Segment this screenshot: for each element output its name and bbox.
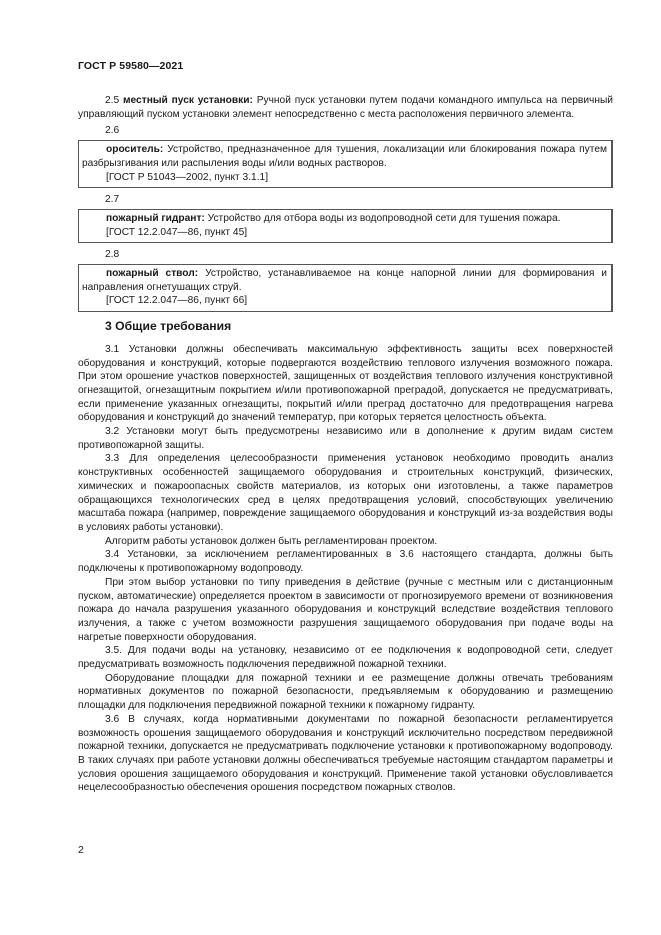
paragraph-3-4: 3.4 Установки, за исключением регламентированных в 3.6 настоящего стандарта, должны быть подключены к противопожарному водопроводу.	[78, 549, 613, 575]
term-reference: [ГОСТ Р 51043—2002, пункт 3.1.1]	[106, 171, 269, 183]
term-box-2-6	[78, 140, 613, 188]
paragraph-3-2: 3.2 Установки могут быть предусмотрены независимо или в дополнение к другим видам систем противопожарной защиты.	[78, 426, 613, 451]
term-number-2-7: 2.7	[105, 194, 120, 206]
term-2-8	[82, 267, 607, 294]
term-reference: [ГОСТ 12.2.047—86, пункт 45]	[106, 226, 248, 238]
paragraph-3-1: 3.1 Установки должны обеспечивать максимальную эффективность защиты всех поверхностей оборудования и конструкций, которые подвергаются воздействию теплового излучения возможного пожара. При этом орошение участков поверхностей, защищенных от воздействия теплового излучения конструктивной огнезащитой, огнезащитным покрытием и/или противопожарной преградой, допускается не предусматривать, если применение указанных огнезащиты, покрытий и/или преград достаточно для предотвращения нагрева оборудования и конструкций до значений температур, при которых теряется целостность объекта.	[78, 343, 613, 424]
term-box-2-7	[78, 209, 613, 243]
term-name: пожарный ствол:	[106, 268, 199, 280]
paragraph-algorithm: Алгоритм работы установок должен быть регламентирован проектом.	[105, 535, 438, 547]
term-definition: Устройство для отбора воды из водопроводной сети для тушения пожара.	[204, 212, 561, 224]
paragraph-3-3: 3.3 Для определения целесообразности применения установок необходимо проводить анализ конструктивных особенностей защищаемого оборудования и строительных конструкций, физических, химических и пожароопасных свойств материалов, из которых они изготовлены, а также параметров обращающихся технологических сред в целях предотвращения условий, способствующих увеличению масштаба пожара (например, повреждение защищаемого оборудования и конструкций из-за воздействия воды в условиях работы установки).	[78, 453, 613, 533]
term-number-2-6: 2.6	[105, 125, 120, 137]
term-box-2-8	[78, 264, 613, 312]
paragraph-launch-type: При этом выбор установки по типу приведения в действие (ручные с местным или с дистанционным пуском, автоматические) определяется проектом в зависимости от прогнозируемого времени от возникновения пожара до начала разрушения указанного оборудования и конструкций вследствие воздействия теплового излучения, а также с учетом возможности разрушения защищаемого оборудования при подаче воды на нагретые поверхности оборудования.	[78, 576, 613, 643]
paragraph-fire-site: Оборудование площадки для пожарной техники и ее размещение должны отвечать требованиям нормативных документов по пожарной безопасности, предъявляемым к оборудованию и размещению площадки для подключения передвижной пожарной техники к пожарному гидранту.	[78, 672, 613, 712]
term-number-2-8: 2.8	[105, 249, 120, 261]
term-definition: Устройство, предназначенное для тушения, локализации или блокирования пожара путем разбрызгивания или распыления воды и/или водных растворов.	[82, 144, 607, 169]
paragraph-3-6: 3.6 В случаях, когда нормативными документами по пожарной безопасности регламентируется возможность орошения защищаемого оборудования и конструкций исключительно посредством передвижной пожарной техники, допускается не предусматривать подключение установки к противопожарному водопроводу. В таких случаях при работе установки должны обеспечиваться требуемые настоящим стандартом параметры и условия орошения защищаемого оборудования и конструкций. Применение такой установки обусловливается нецелесообразностью обеспечения орошения посредством пожарных стволов.	[78, 713, 613, 794]
document-body	[78, 94, 613, 795]
term-2-5	[78, 94, 613, 121]
term-name: ороситель:	[106, 144, 164, 156]
term-name: пожарный гидрант:	[106, 212, 205, 224]
term-2-7	[82, 212, 607, 226]
term-number: 2.5	[105, 95, 120, 106]
term-name: местный пуск установки:	[122, 95, 253, 106]
term-reference: [ГОСТ 12.2.047—86, пункт 66]	[106, 295, 248, 307]
term-definition: Ручной пуск установки путем подачи командного импульса на первичный управляющий пуском установки элемент непосредственно с места расположения первичного элемента.	[78, 95, 613, 120]
standard-designation: ГОСТ Р 59580—2021	[78, 60, 184, 72]
section-heading: 3 Общие требования	[105, 319, 232, 334]
term-definition: Устройство, устанавливаемое на конце напорной линии для формирования и направления огнетушащих струй.	[82, 268, 607, 293]
term-2-6	[82, 143, 607, 170]
page-number: 2	[78, 844, 84, 856]
paragraph-3-5: 3.5. Для подачи воды на установку, независимо от ее подключения к водопроводной сети, следует предусматривать возможность подключения передвижной пожарной техники.	[78, 645, 613, 671]
